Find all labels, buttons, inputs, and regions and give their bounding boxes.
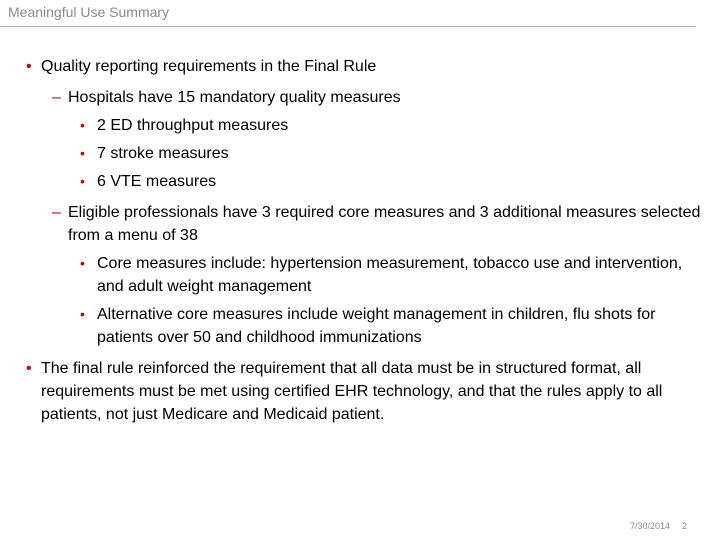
list-item-text: Alternative core measures include weight management in children, flu shots for patients over 50 and childhood immunizations [97,306,656,346]
bullet-marker: • [80,173,85,189]
dash-marker: – [52,204,61,221]
bullet-quality-reporting [26,55,702,78]
bullet-text: The final rule reinforced the requirement that all data must be in structured format, all requirements must be met using certified EHR technology, and that the rules apply to all patients, not just Medicare and Medicaid patient. [41,360,663,423]
sub-list-eligible-professionals [26,201,702,349]
list-item [80,170,702,193]
bullet-final-rule [26,357,702,426]
list-item [80,114,702,137]
list-item [80,303,702,349]
bullet-marker: • [80,255,85,271]
list-item-text: Core measures include: hypertension measurement, tobacco use and intervention, and adult weight management [97,255,683,295]
title-divider [0,26,696,27]
bullet-marker: • [26,58,32,75]
dash-marker: – [52,89,61,106]
list-item [80,142,702,165]
slide-body [26,55,702,432]
sub-list-hospitals [26,86,702,193]
page-number: 2 [682,521,688,531]
bullet-marker: • [26,360,32,377]
list-item-text: 7 stroke measures [97,145,229,162]
bullet-marker: • [80,145,85,161]
list-item-text: 6 VTE measures [97,173,217,190]
sub-bullet-hospitals [52,86,702,109]
bullet-text: Quality reporting requirements in the Final Rule [41,58,377,75]
sub-bullet-text: Eligible professionals have 3 required core measures and 3 additional measures selected from a menu of 38 [68,204,701,244]
bullet-marker: • [80,306,85,322]
bullet-marker: • [80,117,85,133]
sub-bullet-text: Hospitals have 15 mandatory quality measures [68,89,401,106]
sub-bullet-eligible-professionals [52,201,702,247]
list-item [80,252,702,298]
slide-title: Meaningful Use Summary [8,4,170,20]
list-item-text: 2 ED throughput measures [97,117,289,134]
footer-date: 7/30/2014 [630,521,671,531]
